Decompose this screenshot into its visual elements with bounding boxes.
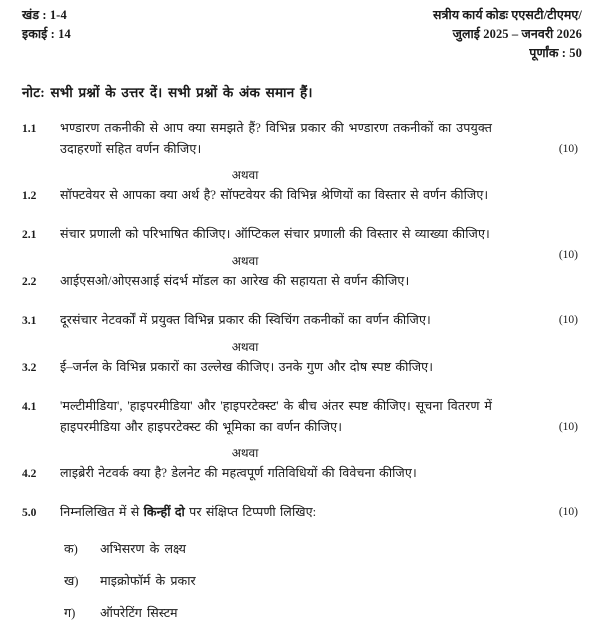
question-text: लाइब्रेरी नेटवर्क क्या है? डेलनेट की महत्वपूर्ण गतिविधियों की विवेचना कीजिए।	[60, 466, 417, 480]
question-text-emphasis: किन्हीं दो	[143, 505, 185, 519]
sub-item-text: माइक्रोफॉर्म के प्रकार	[100, 574, 196, 588]
sub-item-label: क)	[64, 542, 78, 556]
unit-line: इकाई : 14	[22, 27, 71, 41]
question-marks: (10)	[558, 143, 578, 155]
sub-items-list	[18, 539, 582, 624]
question-row-5-0	[18, 502, 582, 524]
sub-item-text: अभिसरण के लक्ष्य	[100, 542, 186, 556]
question-marks: (10)	[558, 314, 578, 326]
header-left-block	[18, 6, 71, 44]
question-text: आईएसओ/ओएसआई संदर्भ मॉडल का आरेख की सहायता से वर्णन कीजिए।	[60, 274, 410, 288]
sub-item-label: ख)	[64, 574, 79, 588]
question-row-3-1	[18, 310, 582, 332]
alternative-separator: अथवा	[231, 340, 259, 354]
question-marks: (10)	[558, 249, 578, 261]
question-number: 2.1	[22, 229, 37, 241]
question-text: सॉफ्टवेयर से आपका क्या अर्थ है? सॉफ्टवेयर की विभिन्न श्रेणियों का विस्तार से वर्णन कीजिए।	[60, 188, 489, 202]
question-number: 5.0	[22, 507, 37, 519]
question-number: 4.2	[22, 468, 37, 480]
question-marks: (10)	[558, 506, 578, 518]
sub-item-b	[18, 571, 582, 592]
question-number: 1.1	[22, 123, 37, 135]
question-number: 4.1	[22, 401, 37, 413]
question-number: 2.2	[22, 276, 37, 288]
question-text: संचार प्रणाली को परिभाषित कीजिए। ऑप्टिकल संचार प्रणाली की विस्तार से व्याख्या कीजिए।	[60, 227, 490, 241]
question-text: दूरसंचार नेटवर्कों में प्रयुक्त विभिन्न प्रकार की स्विचिंग तकनीकों का वर्णन कीजिए।	[60, 313, 431, 327]
sub-item-a	[18, 539, 582, 560]
header-right-block	[433, 6, 582, 63]
question-row-4-1	[18, 396, 582, 438]
question-block-3	[18, 310, 582, 379]
instructions-note: नोट: सभी प्रश्नों के उत्तर दें। सभी प्रश्नों के अंक समान हैं।	[22, 85, 313, 100]
session-period-line: जुलाई 2025 – जनवरी 2026	[452, 27, 582, 41]
question-row-1-2	[18, 185, 582, 207]
question-block-5	[18, 502, 582, 624]
sub-item-label: ग)	[64, 606, 76, 620]
alternative-separator: अथवा	[231, 446, 259, 460]
alternative-separator: अथवा	[231, 168, 259, 182]
question-text-part-1: निम्नलिखित में से	[60, 505, 144, 519]
alternative-separator: अथवा	[231, 254, 259, 268]
question-block-4	[18, 396, 582, 485]
question-number: 3.1	[22, 315, 37, 327]
question-number: 1.2	[22, 190, 37, 202]
question-row-3-2	[18, 357, 582, 379]
question-number: 3.2	[22, 362, 37, 374]
question-text-part-2: पर संक्षिप्त टिप्पणी लिखिए:	[184, 505, 317, 519]
question-block-1	[18, 118, 582, 207]
question-row-4-2	[18, 463, 582, 485]
block-line: खंड : 1-4	[22, 8, 67, 22]
question-row-2-2	[18, 271, 582, 293]
question-row-1-1	[18, 118, 582, 160]
questions-list	[18, 118, 582, 624]
question-text: ई–जर्नल के विभिन्न प्रकारों का उल्लेख कीजिए। उनके गुण और दोष स्पष्ट कीजिए।	[60, 360, 434, 374]
question-marks: (10)	[558, 421, 578, 433]
question-block-2	[18, 224, 582, 293]
total-marks-line: पूर्णांक : 50	[529, 46, 582, 60]
sub-item-text: ऑपरेटिंग सिस्टम	[100, 606, 178, 620]
document-header	[18, 6, 582, 63]
question-text: भण्डारण तकनीकी से आप क्या समझते हैं? विभिन्न प्रकार की भण्डारण तकनीकों का उपयुक्त उदाहरणों सहित वर्णन कीजिए।	[60, 121, 492, 156]
sub-item-c	[18, 603, 582, 624]
question-text: 'मल्टीमीडिया', 'हाइपरमीडिया' और 'हाइपरटेक्स्ट' के बीच अंतर स्पष्ट कीजिए। सूचना वितरण में हाइपरमीडिया और हाइपरटेक्स्ट की भूमिका का वर्णन कीजिए।	[60, 399, 492, 434]
assignment-code-line: सत्रीय कार्य कोडः एएसटी/टीएमए/	[433, 8, 582, 22]
question-text	[60, 502, 492, 523]
